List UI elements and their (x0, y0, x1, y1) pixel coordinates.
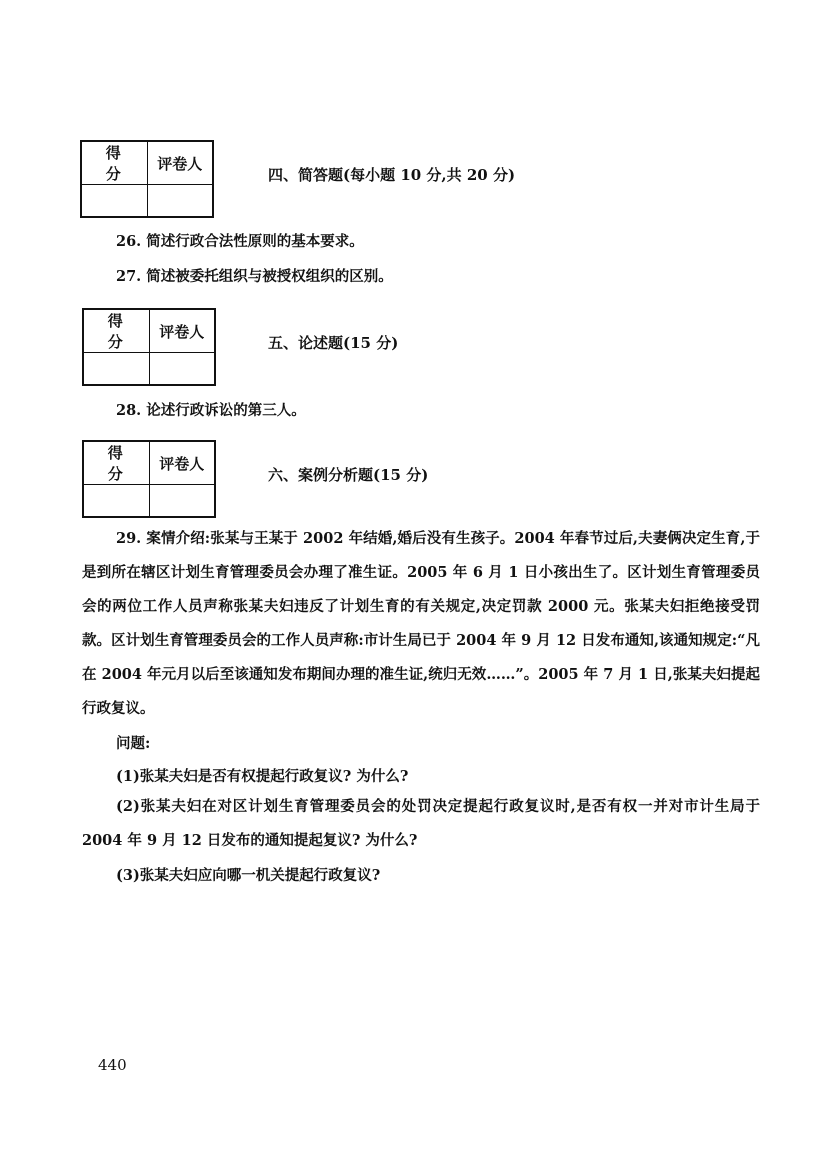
grader-label: 评卷人 (147, 141, 213, 185)
page-number: 440 (98, 1056, 127, 1074)
grader-label: 评卷人 (149, 441, 215, 485)
section-title-5: 五、论述题(15 分) (268, 334, 399, 352)
score-cell (83, 485, 149, 517)
score-box-section-6 (82, 440, 216, 518)
question-29-case: 29. 案情介绍:张某与王某于 2002 年结婚,婚后没有生孩子。2004 年春节过后,夫妻俩决定生育,于是到所在辖区计划生育管理委员会办理了准生证。2005 年 6 月 1 日小孩出生了。区计划生育管理委员会的两位工作人员声称张某夫妇违反了计划生育的有关规定,决定罚款 2000 元。张某夫妇拒绝接受罚款。区计划生育管理委员会的工作人员声称:市计生局已于 2004 年 9 月 12 日发布通知,该通知规定:“凡在 2004 年元月以后至该通知发布期间办理的准生证,统归无效……”。2005 年 7 月 1 日,张某夫妇提起行政复议。 (82, 530, 760, 717)
score-cell (81, 185, 147, 217)
question-29-sub-1: (1)张某夫妇是否有权提起行政复议? 为什么? (116, 768, 409, 785)
grader-cell (149, 353, 215, 385)
question-27: 27. 简述被委托组织与被授权组织的区别。 (116, 268, 393, 285)
score-cell (83, 353, 149, 385)
score-label: 得 分 (83, 309, 149, 353)
section-title-4: 四、简答题(每小题 10 分,共 20 分) (268, 166, 516, 184)
question-29-sub-2: (2)张某夫妇在对区计划生育管理委员会的处罚决定提起行政复议时,是否有权一并对市计生局于 2004 年 9 月 12 日发布的通知提起复议? 为什么? (82, 798, 760, 849)
grader-cell (147, 185, 213, 217)
score-label: 得 分 (81, 141, 147, 185)
question-29-label: 问题: (116, 735, 151, 752)
score-box-section-5 (82, 308, 216, 386)
grader-cell (149, 485, 215, 517)
question-26: 26. 简述行政合法性原则的基本要求。 (116, 233, 364, 250)
grader-label: 评卷人 (149, 309, 215, 353)
score-box-section-4 (80, 140, 214, 218)
score-label: 得 分 (83, 441, 149, 485)
question-28: 28. 论述行政诉讼的第三人。 (116, 402, 306, 419)
section-title-6: 六、案例分析题(15 分) (268, 466, 429, 484)
question-29-sub-3: (3)张某夫妇应向哪一机关提起行政复议? (116, 867, 381, 884)
